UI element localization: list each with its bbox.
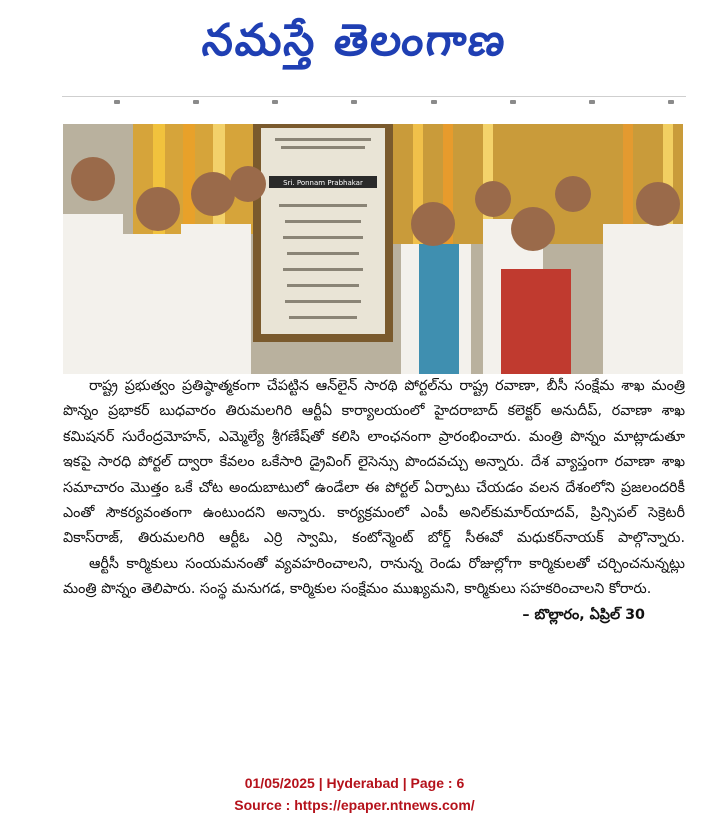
masthead [0,0,709,92]
inauguration-photo [63,124,683,374]
article-paragraph: రాష్ట్ర ప్రభుత్వం ప్రతిష్ఠాత్మకంగా చేపట్టిన ఆన్‌లైన్ సారథి పోర్టల్‌ను రాష్ట్ర రవాణా, బీసీ సంక్షేమ శాఖ మంత్రి పొన్నం ప్రభాకర్ బుధవారం తిరుమలగిరి ఆర్టీఏ కార్యాలయంలో హైదరాబాద్ కలెక్టర్ అనుదీప్, రవాణా శాఖ కమిషనర్ సురేంద్రమోహన్, ఎమ్మెల్యే శ్రీగణేష్‌తో కలిసి లాంఛనంగా ప్రారంభించారు. మంత్రి పొన్నం మాట్లాడుతూ ఇకపై సారధి పోర్టల్ ద్వారా కేవలం ఒకేసారి డ్రైవింగ్ లైసెన్సు పొందవచ్చు అన్నారు. దేశ వ్యాప్తంగా రవాణా శాఖ సమాచారం మొత్తం ఒకే చోట అందుబాటులో ఉండేలా ఈ పోర్టల్ ఏర్పాటు చేయడం వలన దేశంలోని ప్రజలందరికీ ఎంతో సౌకర్యవంతంగా ఉంటుందని అన్నారు. కార్యక్రమంలో ఎంపీ అనిల్‌కుమార్‌యాదవ్, ప్రిన్సిపల్ సెక్రెటరీ వికాస్‌రాజ్, తిరుమలగిరి ఆర్టీఓ ఎర్రి స్వామి, కంటోన్మెంట్ బోర్డ్ సీఈవో మధుకర్‌నాయక్ పాల్గొన్నారు. [63,378,685,547]
dateline: – బొల్లారం, ఏప్రిల్ 30 [522,606,645,623]
edition-info: 01/05/2025 | Hyderabad | Page : 6 [244,775,465,791]
article-body [63,374,685,714]
article-paragraph-text: ఆర్టీసీ కార్మికులు సంయమనంతో వ్యవహరించాలని, రానున్న రెండు రోజుల్లోగా కార్మికులతో చర్చించనున్నట్లు మంత్రి పొన్నం తెలిపారు. సంస్థ మనుగడ, కార్మికుల సంక్షేమం ముఖ్యమని, కార్మికులు సహకరించాలని కోరారు. [63,555,685,598]
newspaper-logo: నమస్తే తెలంగాణ [200,15,510,66]
news-photo [63,124,683,374]
divider-dots [114,100,674,105]
plaque-text: Sri. Ponnam Prabhakar [283,179,363,187]
divider [62,96,686,97]
article-paragraph [63,552,685,623]
source-link[interactable]: Source : https://epaper.ntnews.com/ [234,797,475,813]
